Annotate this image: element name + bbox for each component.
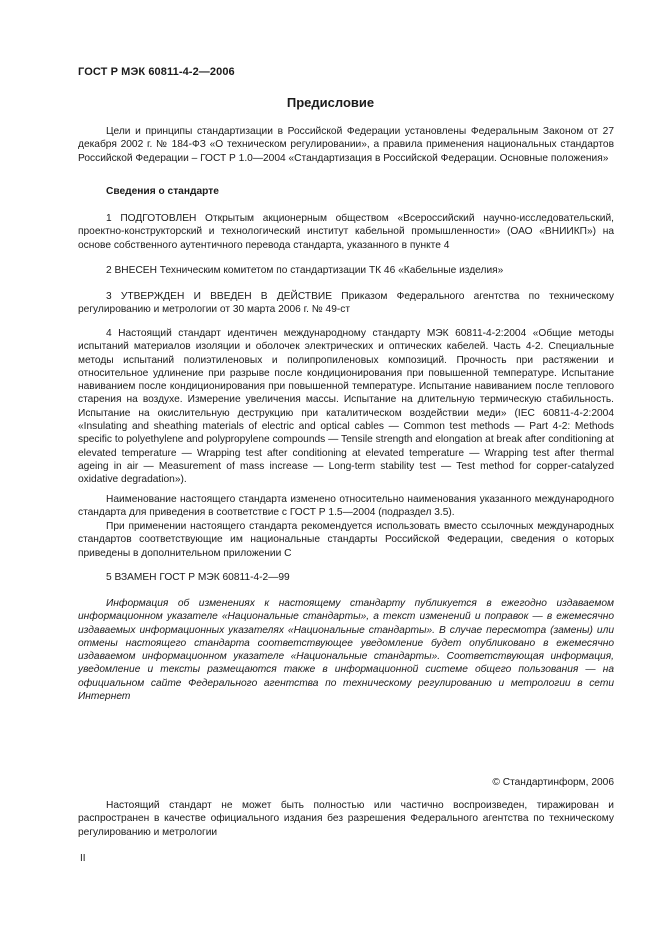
item-2-paragraph: 2 ВНЕСЕН Техническим комитетом по стандартизации ТК 46 «Кабельные изделия»	[106, 265, 504, 276]
document-code-header: ГОСТ Р МЭК 60811-4-2—2006	[78, 66, 235, 78]
intro-paragraph: Цели и принципы стандартизации в Российской Федерации установлены Федеральным Законом от 27 декабря 2002 г. № 184-ФЗ «О техническом регулировании», а правила применения национальных стандартов Российской Федерации – ГОСТ Р 1.0—2004 «Стандартизация в Российской Федерации. Основные положения»	[78, 126, 614, 164]
copyright-line: © Стандартинформ, 2006	[492, 777, 614, 788]
item-3-paragraph: 3 УТВЕРЖДЕН И ВВЕДЕН В ДЕЙСТВИЕ Приказом Федерального агентства по техническому регулированию и метрологии от 30 марта 2006 г. № 49-ст	[78, 291, 614, 316]
page-number: II	[80, 853, 86, 864]
reproduction-notice: Настоящий стандарт не может быть полностью или частично воспроизведен, тиражирован и распространен в качестве официального издания без разрешения Федерального агентства по техническому регулированию и метрологии	[78, 800, 614, 838]
item-5-paragraph: 5 ВЗАМЕН ГОСТ Р МЭК 60811-4-2—99	[106, 572, 290, 583]
page-title: Предисловие	[286, 95, 375, 110]
section-heading: Сведения о стандарте	[106, 186, 219, 197]
item-4-name-note: Наименование настоящего стандарта изменено относительно наименования указанного международного стандарта для приведения в соответствие с ГОСТ Р 1.5—2004 (подраздел 3.5).	[78, 494, 614, 519]
item-4-reference-note: При применении настоящего стандарта рекомендуется использовать вместо ссылочных международных стандартов соответствующие им национальные стандарты Российской Федерации, сведения о которых приведены в дополнительном приложении С	[78, 521, 614, 559]
item-1-paragraph: 1 ПОДГОТОВЛЕН Открытым акционерным обществом «Всероссийский научно-исследовательский, проектно-конструкторский и технологический институт кабельной промышленности» (ОАО «ВНИИКП») на основе собственного аутентичного перевода стандарта, указанного в пункте 4	[78, 213, 614, 251]
item-4-paragraph: 4 Настоящий стандарт идентичен международному стандарту МЭК 60811-4-2:2004 «Общие методы испытаний материалов изоляции и оболочек электрических и оптических кабелей. Часть 4-2. Специальные методы испытаний полиэтиленовых и полипропиленовых композиций. Прочность при растяжении и относительное удлинение при разрыве после кондиционирования при повышенной температуре. Испытание навиванием после кондиционирования при повышенной температуре. Испытание навиванием после теплового старения на воздухе. Измерение увеличения массы. Испытание на длительную термическую стабильность. Испытание на окислительную деструкцию при каталитическом воздействии меди» (IEC 60811-4-2:2004 «Insulating and sheathing materials of electric and optical cables — Common test methods — Part 4-2: Methods specific to polyethylene and polypropylene compounds — Tensile strength and elongation at break after conditioning at elevated temperature — Wrapping test after conditioning at elevated temperature — Wrapping test after thermal ageing in air — Measurement of mass increase — Long-term stability test — Test method for copper-catalyzed oxidative degradation»).	[78, 328, 614, 486]
changes-notice: Информация об изменениях к настоящему стандарту публикуется в ежегодно издаваемом информационном указателе «Национальные стандарты», а текст изменений и поправок — в ежемесячно издаваемых информационных указателях «Национальные стандарты». В случае пересмотра (замены) или отмены настоящего стандарта соответствующее уведомление будет опубликовано в ежемесячно издаваемом информационном указателе «Национальные стандарты». Соответствующая информация, уведомление и тексты размещаются также в информационной системе общего пользования — на официальном сайте Федерального агентства по техническому регулированию и метрологии в сети Интернет	[78, 598, 614, 703]
